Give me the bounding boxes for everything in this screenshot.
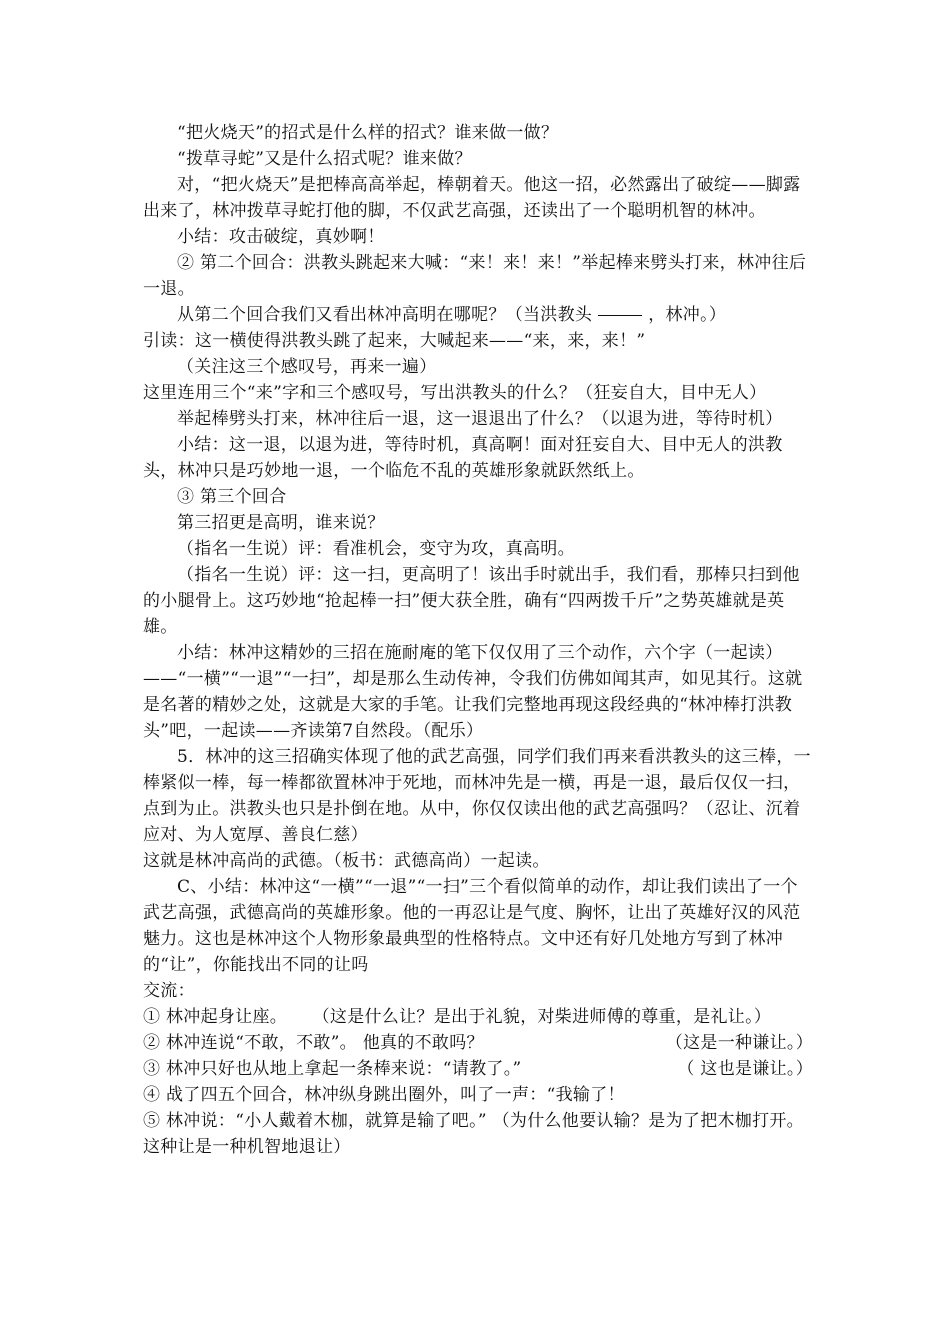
paragraph: 这里连用三个“来”字和三个感叹号，写出洪教头的什么？（狂妄自大，目中无人） [143, 383, 767, 403]
list-item: ④ 战了四五个回合，林冲纵身跳出圈外，叫了一声：“我输了！ [143, 1085, 625, 1105]
list-item-note: （这是一种谦让。） [665, 1033, 813, 1053]
paragraph-part: 从第二个回合我们又看出林冲高明在哪呢？（当洪教头 [177, 305, 593, 325]
paragraph: 举起棒劈头打来，林冲往后一退，这一退退出了什么？（以退为进，等待时机） [177, 409, 783, 429]
list-item-text: ② 林冲连说“不敢，不敢”。 他真的不敢吗？ [143, 1033, 484, 1053]
paragraph: 交流： [143, 981, 195, 1001]
list-item-text: ③ 林冲只好也从地上拿起一条棒来说：“请教了。” [143, 1059, 522, 1079]
paragraph: 5．林冲的这三招确实体现了他的武艺高强，同学们我们再来看洪教头的这三棒，一棒紧似一棒，每一棒都欲置林冲于死地，而林冲先是一横，再是一退，最后仅仅一扫，点到为止。洪教头也只是扑倒在地。从中，你仅仅读出他的武艺高强吗？（忍让、沉着应对、为人宽厚、善良仁慈） [143, 747, 811, 845]
paragraph: 这就是林冲高尚的武德。（板书：武德高尚）一起读。 [143, 851, 550, 871]
list-item-text: ① 林冲起身让座。 [143, 1007, 288, 1027]
paragraph: （关注这三个感叹号，再来一遍） [177, 357, 437, 377]
list-item-note: （这是什么让？是出于礼貌，对柴进师傅的尊重，是礼让。） [321, 1007, 772, 1027]
list-item: ⑤ 林冲说：“小人戴着木枷，就算是输了吧。” （为什么他要认输？是为了把木枷打开。这种让是一种机智地退让） [143, 1111, 804, 1157]
paragraph: 小结：这一退，以退为进，等待时机，真高啊！面对狂妄自大、目中无人的洪教头，林冲只是巧妙地一退，一个临危不乱的英雄形象就跃然纸上。 [143, 435, 783, 481]
paragraph: 小结：攻击破绽，真妙啊！ [177, 227, 385, 247]
paragraph: ③ 第三个回合 [177, 487, 287, 507]
list-item [143, 1056, 813, 1082]
answer-blank [598, 315, 642, 316]
list-item-note: （ 这也是谦让。） [677, 1059, 813, 1079]
list-item [143, 1030, 813, 1056]
lesson-text [143, 120, 813, 1160]
paragraph-part: ，林冲。） [648, 305, 727, 325]
paragraph: 引读：这一横使得洪教头跳了起来，大喊起来——“来，来，来！” [143, 331, 646, 351]
paragraph: （指名一生说）评：看准机会，变守为攻，真高明。 [177, 539, 575, 559]
paragraph: 小结：林冲这精妙的三招在施耐庵的笔下仅仅用了三个动作，六个字（一起读）——“一横”“一退”“一扫”，却是那么生动传神，令我们仿佛如闻其声，如见其行。这就是名著的精妙之处，这就是大家的手笔。让我们完整地再现这段经典的“林冲棒打洪教头”吧，一起读——齐读第7自然段。（配乐） [143, 643, 803, 741]
paragraph: ② 第二个回合：洪教头跳起来大喊：“来！来！来！”举起棒来劈头打来，林冲往后一退。 [143, 253, 807, 299]
paragraph: C、小结：林冲这“一横”“一退”“一扫”三个看似简单的动作，却让我们读出了一个武艺高强，武德高尚的英雄形象。他的一再忍让是气度、胸怀，让出了英雄好汉的风范魅力。这也是林冲这个人物形象最典型的性格特点。文中还有好几处地方写到了林冲的“让”，你能找出不同的让吗 [143, 877, 801, 975]
paragraph: “把火烧天”的招式是什么样的招式？谁来做一做？ [177, 123, 559, 143]
paragraph: 第三招更是高明，谁来说？ [177, 513, 385, 533]
paragraph: 对，“把火烧天”是把棒高高举起，棒朝着天。他这一招，必然露出了破绽——脚露出来了，林冲拨草寻蛇打他的脚，不仅武艺高强，还读出了一个聪明机智的林冲。 [143, 175, 801, 221]
paragraph-fill-blank [143, 302, 813, 328]
paragraph: （指名一生说）评：这一扫，更高明了！该出手时就出手，我们看，那棒只扫到他的小腿骨上。这巧妙地“抢起棒一扫”便大获全胜，确有“四两拨千斤”之势英雄就是英雄。 [143, 565, 800, 637]
list-item [143, 1004, 813, 1030]
paragraph: “拨草寻蛇”又是什么招式呢？谁来做？ [177, 149, 472, 169]
